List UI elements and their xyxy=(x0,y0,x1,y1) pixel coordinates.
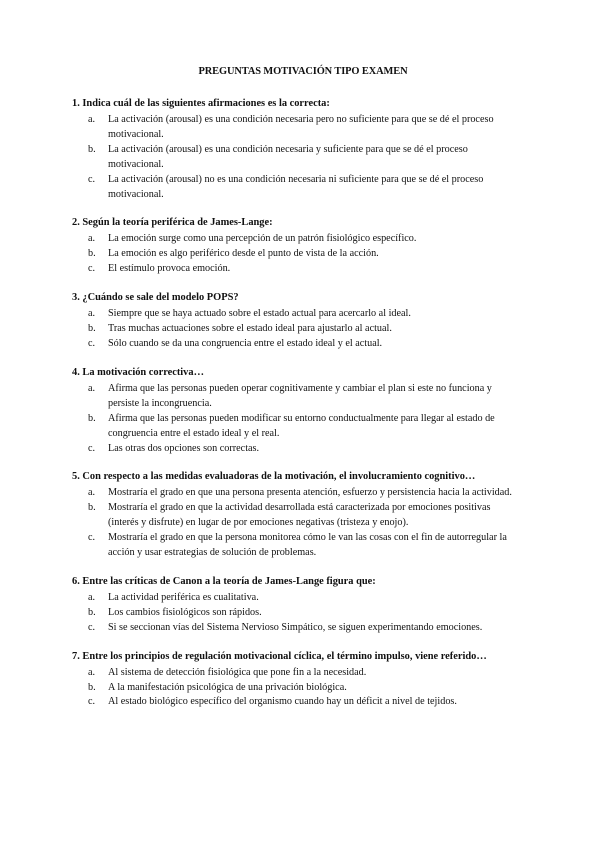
question-heading: 1. Indica cuál de las siguientes afirmaciones es la correcta: xyxy=(72,98,330,109)
option-item xyxy=(72,591,520,606)
question-heading: 7. Entre los principios de regulación motivacional cíclica, el término impulso, viene referido… xyxy=(72,650,487,662)
option-letter: a. xyxy=(88,233,96,245)
option-letter: c. xyxy=(88,696,96,708)
question-6 xyxy=(72,575,520,636)
option-item xyxy=(72,486,520,501)
options-list xyxy=(72,666,520,711)
option-letter: a. xyxy=(88,666,96,678)
option-item xyxy=(72,143,520,173)
option-text: La activación (arousal) no es una condición necesaria ni suficiente para que se dé el proceso motivacional. xyxy=(108,173,484,200)
options-list xyxy=(72,307,520,352)
option-text: Sólo cuando se da una congruencia entre el estado ideal y el actual. xyxy=(108,337,383,349)
question-7 xyxy=(72,650,520,711)
option-item xyxy=(72,621,520,636)
question-1 xyxy=(72,97,520,202)
option-letter: a. xyxy=(88,308,96,320)
option-item xyxy=(72,382,520,412)
question-2 xyxy=(72,216,520,277)
question-heading: 3. ¿Cuándo se sale del modelo POPS? xyxy=(72,292,239,304)
option-item xyxy=(72,307,520,322)
option-letter: b. xyxy=(88,323,96,335)
option-text: El estímulo provoca emoción. xyxy=(108,263,231,275)
option-item xyxy=(72,681,520,696)
option-letter: c. xyxy=(88,621,96,633)
option-item xyxy=(72,173,520,203)
option-item xyxy=(72,531,520,561)
option-item xyxy=(72,337,520,352)
option-letter: b. xyxy=(88,606,96,618)
question-heading: 4. La motivación correctiva… xyxy=(72,366,204,378)
question-heading: 2. Según la teoría periférica de James-Lange: xyxy=(72,217,273,229)
option-text: Afirma que las personas pueden modificar su entorno conductualmente para llegar al estado de congruencia entre el estado ideal y el real. xyxy=(108,412,495,439)
option-text: Las otras dos opciones son correctas. xyxy=(108,442,260,454)
option-letter: b. xyxy=(88,248,96,260)
options-list xyxy=(72,232,520,277)
option-letter: a. xyxy=(88,382,96,394)
option-letter: c. xyxy=(88,173,96,185)
option-item xyxy=(72,113,520,143)
option-item xyxy=(72,412,520,442)
option-item xyxy=(72,247,520,262)
option-letter: b. xyxy=(88,502,96,514)
option-text: La actividad periférica es cualitativa. xyxy=(108,591,259,603)
option-text: La activación (arousal) es una condición necesaria y suficiente para que se dé el proceso motivacional. xyxy=(108,143,468,170)
option-item xyxy=(72,695,520,710)
option-text: Mostraría el grado en que la persona monitorea cómo le van las cosas con el fin de autorregular la acción y usar estrategias de solución de problemas. xyxy=(108,532,507,559)
question-3 xyxy=(72,291,520,352)
question-heading: 5. Con respecto a las medidas evaluadoras de la motivación, el involucramiento cognitivo… xyxy=(72,471,476,483)
option-text: Tras muchas actuaciones sobre el estado ideal para ajustarlo al actual. xyxy=(108,323,392,335)
options-list xyxy=(72,113,520,202)
question-5 xyxy=(72,470,520,561)
option-letter: c. xyxy=(88,263,96,275)
option-letter: b. xyxy=(88,412,96,424)
option-item xyxy=(72,501,520,531)
option-letter: c. xyxy=(88,442,96,454)
options-list xyxy=(72,382,520,457)
option-text: La activación (arousal) es una condición necesaria pero no suficiente para que se dé el proceso motivacional. xyxy=(108,114,494,140)
option-text: Al estado biológico específico del organismo cuando hay un déficit a nivel de tejidos. xyxy=(108,696,457,708)
option-text: Mostraría el grado en que la actividad desarrollada está caracterizada por emociones positivas (interés y disfrute) en lugar de por emociones negativas (tristeza y enojo). xyxy=(108,502,491,529)
option-letter: a. xyxy=(88,487,96,499)
option-letter: a. xyxy=(88,114,96,125)
option-text: La emoción es algo periférico desde el punto de vista de la acción. xyxy=(108,248,379,260)
option-text: Siempre que se haya actuado sobre el estado actual para acercarlo al ideal. xyxy=(108,308,411,320)
option-item xyxy=(72,262,520,277)
option-letter: c. xyxy=(88,532,96,544)
option-text: Al sistema de detección fisiológica que pone fin a la necesidad. xyxy=(108,666,367,678)
option-text: Afirma que las personas pueden operar cognitivamente y cambiar el plan si este no funciona y persiste la incongruencia. xyxy=(108,382,492,409)
question-4 xyxy=(72,366,520,457)
option-letter: a. xyxy=(88,591,96,603)
option-item xyxy=(72,606,520,621)
page-title: PREGUNTAS MOTIVACIÓN TIPO EXAMEN xyxy=(198,66,408,77)
question-heading: 6. Entre las críticas de Canon a la teoría de James-Lange figura que: xyxy=(72,575,376,587)
option-letter: b. xyxy=(88,143,96,155)
options-list xyxy=(72,486,520,561)
option-text: Mostraría el grado en que una persona presenta atención, esfuerzo y persistencia hacia la actividad. xyxy=(108,487,512,499)
option-text: A la manifestación psicológica de una privación biológica. xyxy=(108,681,347,693)
option-item xyxy=(72,666,520,681)
option-letter: c. xyxy=(88,337,96,349)
option-item xyxy=(72,442,520,457)
option-item xyxy=(72,232,520,247)
option-letter: b. xyxy=(88,681,96,693)
option-text: Si se seccionan vías del Sistema Nervioso Simpático, se siguen experimentando emociones. xyxy=(108,621,483,633)
option-text: Los cambios fisiológicos son rápidos. xyxy=(108,606,262,618)
option-item xyxy=(72,322,520,337)
options-list xyxy=(72,591,520,636)
option-text: La emoción surge como una percepción de un patrón fisiológico específico. xyxy=(108,233,417,245)
